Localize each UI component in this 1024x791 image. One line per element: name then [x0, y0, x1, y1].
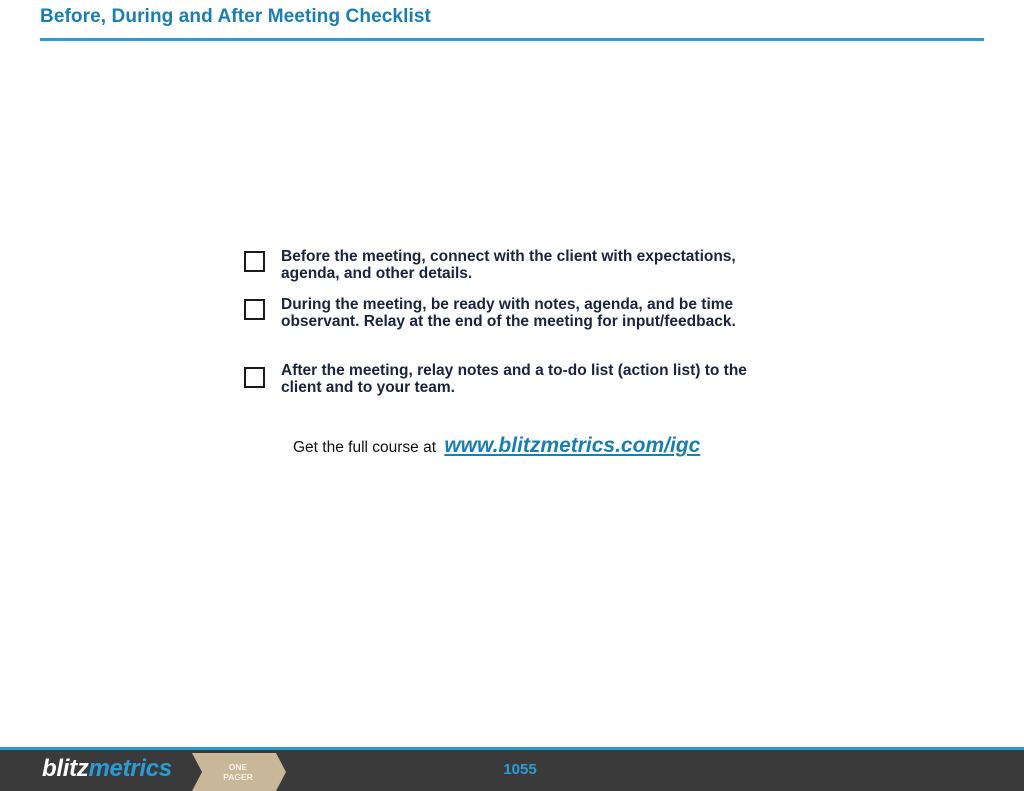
checklist-item-text: Before the meeting, connect with the client with expectations, agenda, and other details. [281, 248, 736, 282]
course-label: Get the full course at [293, 439, 437, 456]
footer-divider [0, 747, 1024, 750]
checklist-item-text: After the meeting, relay notes and a to-do list (action list) to the client and to your team. [281, 362, 747, 396]
title-divider [40, 38, 984, 41]
tag-line-1: ONE [228, 762, 248, 772]
brand-logo [42, 755, 172, 783]
checklist-item-text: During the meeting, be ready with notes, agenda, and be time observant. Relay at the end of the meeting for input/feedback. [281, 296, 736, 330]
one-pager-tag [192, 753, 287, 791]
tag-text [210, 762, 266, 782]
brand-logo-part2: metrics [88, 755, 172, 782]
page-number: 1055 [503, 761, 537, 778]
brand-logo-part1: blitz [42, 755, 89, 782]
checkbox-before[interactable] [244, 251, 265, 272]
course-link[interactable]: www.blitzmetrics.com/igc [444, 434, 701, 457]
checkbox-after[interactable] [244, 367, 265, 388]
page-title: Before, During and After Meeting Checklist [40, 6, 431, 27]
tag-line-2: PAGER [223, 772, 253, 782]
checkbox-during[interactable] [244, 299, 265, 320]
course-callout [293, 434, 773, 458]
